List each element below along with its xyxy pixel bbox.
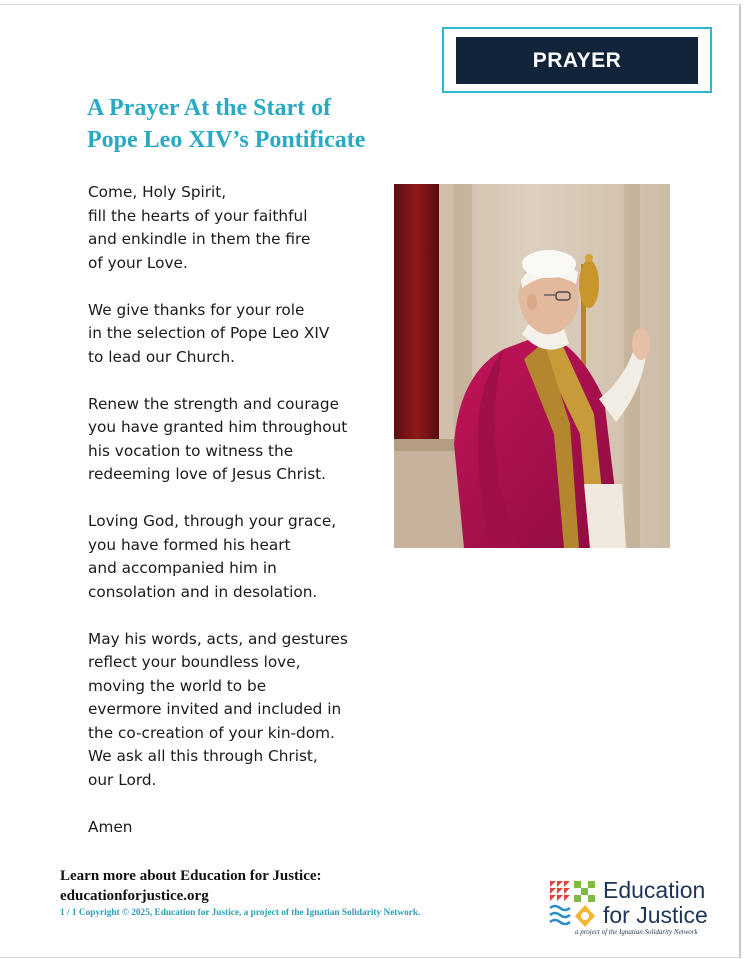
learn-more-text: Learn more about Education for Justice: — [60, 868, 322, 884]
prayer-line: of your Love. — [88, 253, 188, 272]
logo-mark-icon — [549, 880, 597, 928]
title-line-1: A Prayer At the Start of — [87, 95, 332, 121]
prayer-text — [88, 181, 388, 863]
prayer-line: Come, Holy Spirit, — [88, 183, 227, 201]
prayer-line: our Lord. — [88, 770, 157, 789]
footer-learn-more — [60, 866, 480, 906]
prayer-line: Renew the strength and courage — [88, 394, 339, 413]
logo-line-1: Education — [603, 877, 706, 903]
prayer-line: in the selection of Pope Leo XIV — [88, 324, 330, 342]
prayer-line: We ask all this through Christ, — [88, 747, 318, 765]
prayer-line: the co-creation of your kin-dom. — [88, 723, 335, 742]
stanza-3 — [88, 393, 388, 487]
prayer-line: you have formed his heart — [88, 535, 291, 554]
prayer-line: We give thanks for your role — [88, 300, 305, 319]
prayer-line: and accompanied him in — [88, 559, 277, 577]
prayer-line: and enkindle in them the fire — [88, 230, 311, 248]
prayer-line: his vocation to witness the — [88, 441, 294, 460]
stanza-2 — [88, 299, 388, 370]
logo-line-2: for Justice — [603, 902, 708, 928]
prayer-line: consolation and in desolation. — [88, 582, 318, 601]
page-title — [87, 92, 447, 156]
prayer-line: redeeming love of Jesus Christ. — [88, 465, 327, 483]
copyright-line: 1 / 1 Copyright © 2025, Education for Justice, a project of the Ignatian Solidarity Network. — [60, 908, 421, 918]
prayer-amen: Amen — [88, 817, 133, 836]
logo-tagline: a project of the Ignatian Solidarity Network — [575, 928, 698, 936]
prayer-line: moving the world to be — [88, 676, 267, 695]
prayer-line: you have granted him throughout — [88, 418, 348, 436]
prayer-line: Loving God, through your grace, — [88, 512, 337, 530]
prayer-line: May his words, acts, and gestures — [88, 629, 348, 648]
prayer-line: reflect your boundless love, — [88, 653, 301, 671]
stanza-amen — [88, 816, 388, 840]
pope-photo — [394, 184, 670, 548]
education-for-justice-logo — [549, 878, 724, 940]
website-link[interactable]: educationforjustice.org — [60, 888, 209, 904]
title-line-2: Pope Leo XIV’s Pontificate — [87, 127, 366, 153]
logo-wordmark — [603, 878, 708, 928]
category-tag: PRAYER — [456, 37, 698, 84]
prayer-line: fill the hearts of your faithful — [88, 206, 308, 225]
prayer-line: to lead our Church. — [88, 347, 236, 366]
stanza-1 — [88, 181, 388, 275]
stanza-4 — [88, 510, 388, 604]
stanza-5 — [88, 628, 388, 793]
prayer-line: evermore invited and included in — [88, 700, 342, 718]
